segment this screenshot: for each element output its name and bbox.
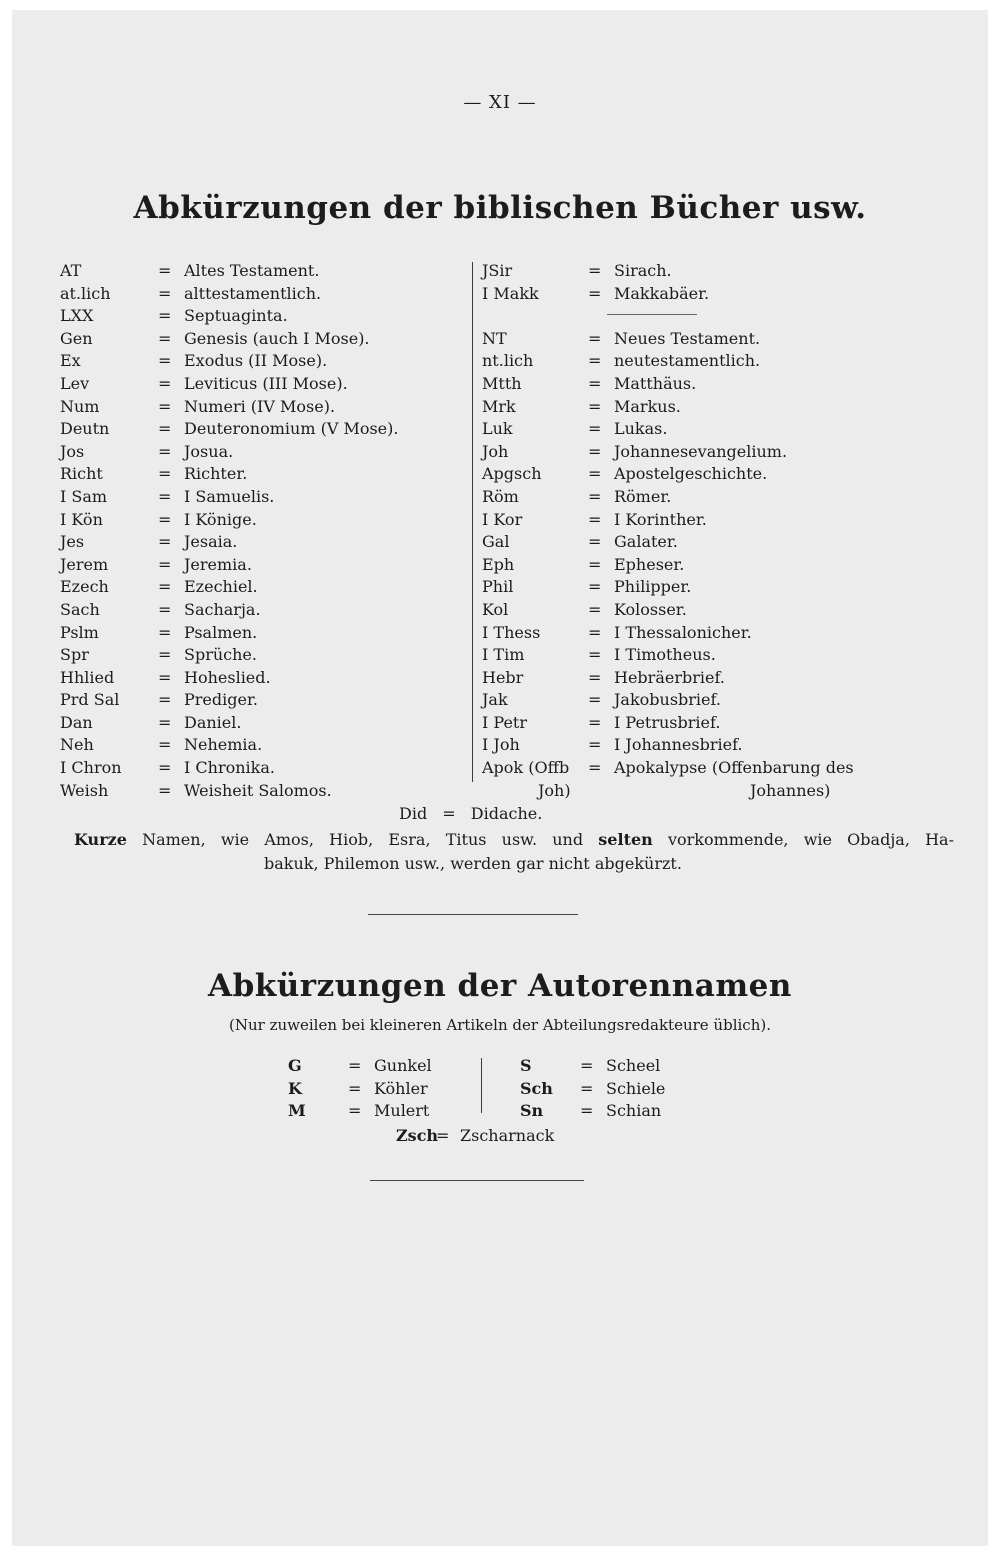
equals-sign: = <box>580 1056 594 1075</box>
author-abbr: Zsch <box>396 1126 439 1145</box>
abbrev-short: Deutn <box>60 419 110 439</box>
equals-sign: = <box>158 667 172 687</box>
abbrev-full: Hebräerbrief. <box>614 667 725 687</box>
equals-sign: = <box>158 441 172 461</box>
equals-sign: = <box>158 306 172 326</box>
abbrev-short: Mrk <box>482 396 516 416</box>
abbrev-short: Sach <box>60 599 100 619</box>
abbrev-full: Römer. <box>614 486 672 506</box>
equals-sign: = <box>348 1056 362 1075</box>
abbrev-full: Galater. <box>614 532 678 552</box>
abbrev-full: Deuteronomium (V Mose). <box>184 419 399 439</box>
abbrev-full: I Samuelis. <box>184 486 275 506</box>
equals-sign: = <box>588 712 602 732</box>
abbrev-short: I Kor <box>482 509 523 529</box>
equals-sign: = <box>588 735 602 755</box>
abbrev-full: I Könige. <box>184 509 257 529</box>
abbrev-short: nt.lich <box>482 351 534 371</box>
author-full: Schian <box>606 1101 662 1120</box>
equals-sign: = <box>158 599 172 619</box>
abbrev-short: I Tim <box>482 645 525 665</box>
abbrev-short: Neh <box>60 735 94 755</box>
equals-sign: = <box>588 373 602 393</box>
abbrev-short: JSir <box>482 261 513 280</box>
abbrev-full: I Johannesbrief. <box>614 735 743 755</box>
abbrev-short: Num <box>60 396 100 416</box>
abbrev-short: I Petr <box>482 712 527 732</box>
abbrev-short: at.lich <box>60 283 111 303</box>
author-full: Köhler <box>374 1078 428 1098</box>
equals-sign: = <box>588 351 602 371</box>
equals-sign: = <box>158 758 172 778</box>
equals-sign: = <box>158 351 172 371</box>
equals-sign: = <box>588 464 602 484</box>
equals-sign: = <box>588 419 602 439</box>
note-text-3: bakuk, Philemon usw., werden gar nicht abgekürzt. <box>264 854 682 873</box>
abbrev-short: Weish <box>60 780 109 800</box>
abbrev-full: Sirach. <box>614 261 672 280</box>
abbrev-short: Hebr <box>482 667 524 687</box>
abbrev-full: Apokalypse (Offenbarung des <box>614 758 854 778</box>
equals-sign: = <box>588 261 602 280</box>
equals-sign: = <box>158 780 172 800</box>
abbrev-short: NT <box>482 328 507 348</box>
abbrev-short: I Chron <box>60 758 122 778</box>
abbrev-full: Septuaginta. <box>184 306 288 326</box>
abbrev-short: Kol <box>482 599 509 619</box>
equals-sign: = <box>348 1078 362 1098</box>
abbrev-short: Mtth <box>482 373 522 393</box>
author-full: Schiele <box>606 1078 666 1098</box>
abbrev-full: Ezechiel. <box>184 577 258 597</box>
abbrev-short: Pslm <box>60 622 99 642</box>
abbrev-short: Jerem <box>60 554 109 574</box>
abbrev-full: alttestamentlich. <box>184 283 322 303</box>
equals-sign: = <box>580 1101 594 1120</box>
abbrev-full: Lukas. <box>614 419 668 439</box>
equals-sign: = <box>588 283 602 303</box>
equals-sign: = <box>588 599 602 619</box>
author-full: Gunkel <box>374 1056 432 1075</box>
equals-sign: = <box>588 441 602 461</box>
abbrev-short: I Sam <box>60 486 108 506</box>
abbrev-short: Luk <box>482 419 513 439</box>
abbrev-full: Josua. <box>184 441 234 461</box>
author-abbr: G <box>288 1056 302 1075</box>
equals-sign: = <box>588 328 602 348</box>
author-full: Zscharnack <box>460 1126 555 1145</box>
equals-sign: = <box>436 1126 450 1145</box>
equals-sign: = <box>588 622 602 642</box>
abbrev-full: Apostelgeschichte. <box>614 464 768 484</box>
abbrev-full: Epheser. <box>614 554 685 574</box>
didache-abbr: Did <box>399 804 428 823</box>
equals-sign: = <box>588 532 602 552</box>
abbrev-full: Philipper. <box>614 577 692 597</box>
abbrev-short: I Makk <box>482 283 539 303</box>
abbrev-full: Jakobusbrief. <box>614 690 721 710</box>
abbrev-short: I Kön <box>60 509 103 529</box>
abbrev-short: Apok (Offb <box>482 758 570 778</box>
abbrev-full: Prediger. <box>184 690 258 710</box>
equals-sign: = <box>588 554 602 574</box>
column-divider <box>472 262 473 782</box>
author-abbr: Sn <box>520 1101 544 1120</box>
equals-sign: = <box>158 509 172 529</box>
equals-sign: = <box>588 486 602 506</box>
note-word-selten: selten <box>598 830 653 849</box>
abbrev-full: Jesaia. <box>184 532 238 552</box>
abbrev-full: Genesis (auch I Mose). <box>184 328 370 348</box>
equals-sign: = <box>588 690 602 710</box>
section-title-bible-books: Abkürzungen der biblischen Bücher usw. <box>133 190 867 226</box>
equals-sign: = <box>442 804 456 823</box>
abbrev-short: Spr <box>60 645 89 665</box>
abbrev-full: Johannes) <box>750 780 831 800</box>
abbrev-short: Röm <box>482 486 519 506</box>
equals-sign: = <box>158 577 172 597</box>
abbrev-full: Markus. <box>614 396 681 416</box>
abbrev-full: neutestamentlich. <box>614 351 761 371</box>
abbrev-short: AT <box>60 261 82 280</box>
equals-sign: = <box>588 667 602 687</box>
author-column-divider <box>481 1058 482 1113</box>
abbrev-full: Weisheit Salomos. <box>184 780 332 800</box>
note-text-1: Namen, wie Amos, Hiob, Esra, Titus usw. und <box>126 830 599 849</box>
equals-sign: = <box>158 735 172 755</box>
equals-sign: = <box>588 577 602 597</box>
author-full: Scheel <box>606 1056 661 1075</box>
abbrev-short: Jos <box>60 441 85 461</box>
abbrev-short: I Thess <box>482 622 541 642</box>
equals-sign: = <box>158 396 172 416</box>
abbrev-full: Makkabäer. <box>614 283 710 303</box>
equals-sign: = <box>588 396 602 416</box>
abbrev-short: Prd Sal <box>60 690 120 710</box>
abbrev-full: I Timotheus. <box>614 645 716 665</box>
equals-sign: = <box>158 373 172 393</box>
abbrev-full: Richter. <box>184 464 248 484</box>
abbrev-full: Numeri (IV Mose). <box>184 396 336 416</box>
equals-sign: = <box>158 554 172 574</box>
note-word-kurze: Kurze <box>74 830 127 849</box>
didache-full: Didache. <box>470 804 543 823</box>
equals-sign: = <box>588 645 602 665</box>
abbrev-full: Daniel. <box>184 712 242 732</box>
equals-sign: = <box>158 532 172 552</box>
abbrev-full: I Korinther. <box>614 509 707 529</box>
abbrev-full: Sacharja. <box>184 599 261 619</box>
abbrev-full: Matthäus. <box>614 373 697 393</box>
abbrev-full: I Chronika. <box>184 758 275 778</box>
abbrev-full: Hoheslied. <box>184 667 271 687</box>
abbrev-short: Ex <box>60 351 81 371</box>
abbrev-short: Dan <box>60 712 93 732</box>
equals-sign: = <box>158 283 172 303</box>
abbrev-short: I Joh <box>482 735 520 755</box>
equals-sign: = <box>158 486 172 506</box>
abbrev-short: Hhlied <box>60 667 115 687</box>
author-abbr: M <box>288 1101 306 1120</box>
author-abbr: S <box>520 1056 532 1075</box>
abbrev-short: Phil <box>482 577 514 597</box>
page-number: — XI — <box>463 92 537 113</box>
section-title-author-names: Abkürzungen der Autorennamen <box>208 968 792 1004</box>
abbrev-short: Gen <box>60 328 93 348</box>
section-subtitle-author-names: (Nur zuweilen bei kleineren Artikeln der Abteilungsredakteure üblich). <box>229 1016 771 1034</box>
equals-sign: = <box>158 261 172 280</box>
abbrev-short: Richt <box>60 464 103 484</box>
abbrev-full: Sprüche. <box>184 645 257 665</box>
abbrev-full: Psalmen. <box>184 622 258 642</box>
equals-sign: = <box>158 419 172 439</box>
abbrev-full: Neues Testament. <box>614 328 761 348</box>
scanned-page <box>12 10 988 1546</box>
short-divider <box>607 314 697 315</box>
abbrev-full: I Thessalonicher. <box>614 622 752 642</box>
didache-entry <box>399 804 542 823</box>
equals-sign: = <box>158 328 172 348</box>
abbrev-short: Gal <box>482 532 510 552</box>
abbrev-short: Lev <box>60 373 90 393</box>
abbrev-full: Altes Testament. <box>184 261 320 280</box>
author-abbr: Sch <box>520 1078 553 1098</box>
abbrev-short: Joh) <box>538 780 571 800</box>
section-divider-bottom <box>370 1180 584 1181</box>
equals-sign: = <box>158 712 172 732</box>
equals-sign: = <box>588 509 602 529</box>
equals-sign: = <box>588 758 602 778</box>
equals-sign: = <box>348 1101 362 1120</box>
equals-sign: = <box>158 464 172 484</box>
equals-sign: = <box>158 645 172 665</box>
equals-sign: = <box>158 622 172 642</box>
abbrev-short: Jak <box>482 690 508 710</box>
abbrev-full: Kolosser. <box>614 599 687 619</box>
abbrev-full: Johannesevangelium. <box>614 441 788 461</box>
note-text-2: vorkommende, wie Obadja, Ha- <box>652 830 954 849</box>
abbrev-short: Eph <box>482 554 515 574</box>
author-abbr: K <box>288 1078 302 1098</box>
abbrev-full: I Petrusbrief. <box>614 712 721 732</box>
abbrev-short: Apgsch <box>482 464 542 484</box>
abbreviation-note <box>74 828 954 876</box>
abbrev-full: Exodus (II Mose). <box>184 351 328 371</box>
author-full: Mulert <box>374 1101 430 1120</box>
equals-sign: = <box>158 690 172 710</box>
abbrev-full: Jeremia. <box>184 554 252 574</box>
section-divider-top <box>368 914 578 915</box>
equals-sign: = <box>580 1078 594 1098</box>
abbrev-short: LXX <box>60 306 94 326</box>
abbrev-short: Joh <box>482 441 509 461</box>
abbrev-full: Nehemia. <box>184 735 263 755</box>
abbrev-full: Leviticus (III Mose). <box>184 373 348 393</box>
abbrev-short: Ezech <box>60 577 109 597</box>
abbrev-short: Jes <box>60 532 85 552</box>
